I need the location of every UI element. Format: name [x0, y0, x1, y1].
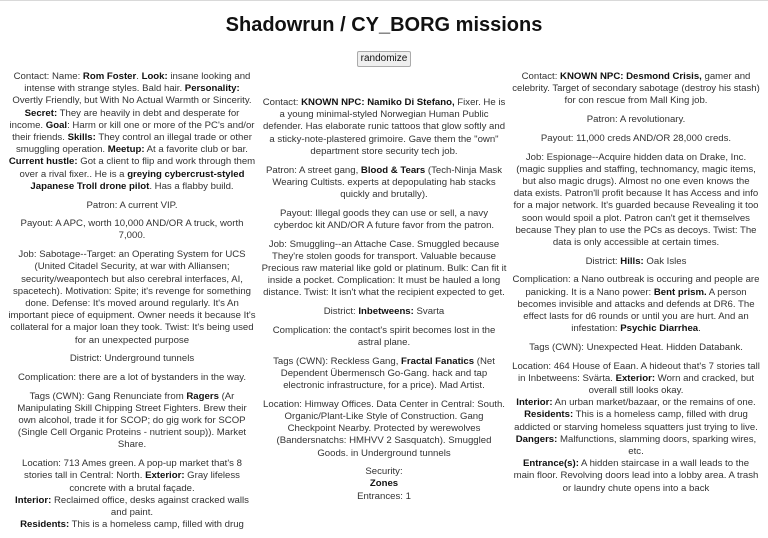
- patron: Patron: A revolutionary.: [586, 114, 686, 126]
- contact-name: KNOWN NPC: Desmond Crisis,: [560, 71, 702, 82]
- mission-column-3: [512, 71, 760, 538]
- district: District: Hills: Oak Isles: [585, 255, 687, 267]
- randomize-button[interactable]: randomize: [357, 51, 412, 67]
- tags: Tags (CWN): Unexpected Heat. Hidden Databank.: [529, 341, 743, 353]
- patron: Patron: A current VIP.: [86, 199, 178, 211]
- mission-column-1: [8, 71, 256, 538]
- district: District: Inbetweens: Svarta: [323, 306, 445, 318]
- mission-column-2: [260, 71, 508, 538]
- page-title: Shadowrun / CY_BORG missions: [225, 14, 543, 36]
- payout: Payout: 11,000 creds AND/OR 28,000 creds.: [540, 132, 732, 144]
- complication: Complication: a Nano outbreak is occuring and people are panicking. It is a Nano power: Bent prism. A person becomes invisible and attacks and defends at DR6. The effect lasts for d6 rounds or until you are hurt. And an infestation: Psychic Diarrhea.: [512, 274, 760, 335]
- contact-name: KNOWN NPC: Namiko Di Stefano,: [301, 97, 455, 108]
- complication: Complication: the contact's spirit becomes lost in the astral plane.: [272, 324, 496, 348]
- payout: Payout: A APC, worth 10,000 AND/OR A truck, worth 7,000.: [20, 218, 244, 242]
- tags: Tags (CWN): Gang Renunciate from Ragers (Ar Manipulating Skill Chipping Street Fighters. Brew their own alcohol, trade it for SCOP; do gig work for SCOP (Single Cell Organic Proteins - nutrient soup)). Market Share.: [17, 390, 247, 451]
- complication: Complication: there are a lot of bystanders in the way.: [17, 371, 247, 383]
- district: District: Underground tunnels: [69, 353, 195, 365]
- location: Location: 464 House of Eaan. A hideout that's 7 stories tall in Inbetweens: Svärta. Exterior: Worn and cracked, but overall still looks okay. Interior: An urban market/bazaar, or the remains of one. Residents: This is a homeless camp, filled with drug addicted or starving homeless squatters just trying to live. Dangers: Malfunctions, slamming doors, sparking wires, etc. Entrance(s): A hidden staircase in a wall leads to the main floor. Revolving doors lead into a lobby area. A trash or laundry chute opens into a back: [512, 360, 760, 494]
- security: Security: Zones Entrances: 1: [357, 466, 411, 502]
- contact: Contact: KNOWN NPC: Namiko Di Stefano, Fixer. He is a young minimal-styled Norwegian Human Public defender. Has elaborate runic tattoos that glow softly and a sticky-note-plastered grimoire. Gave them the "own" department store security tech job.: [262, 97, 506, 157]
- location: Location: Himway Offices. Data Center in Central: South. Organic/Plant-Like Style of Construction. Gang Checkpoint Nearby. Protected by werewolves (Bandersnatchs: HMHVV 2 Sasquatch). Smuggled Goods. in Underground tunnels: [263, 398, 505, 459]
- contact-name: Rom Foster: [82, 71, 137, 82]
- job: Job: Sabotage--Target: an Operating System for UCS (United Citadel Security, at war with Alliansen; security/weapontech but also cerebral interfaces, AI, spacetech). Motivation: Spite; it's revenge for something done. Defense: It's moved around regularly. It's An important piece of equipment. Owner needs it because It's collateral for a major loan they took. Twist: It's being used for an unexpected purpose: [8, 249, 256, 346]
- contact: Contact: Name: Rom Foster. Look: insane looking and intense with strange styles. Bald hair. Personality: Overtly Friendly, but With No Actual Warmth or Sincerity. Secret: They are heavily in debt and desperate for income. Goal: Harm or kill one or more of the PC's and/or their friends. Skills: They control an illegal trade or other smuggling operation. Meetup: At a favorite club or bar. Current hustle: Got a client to flip and work through them over a rival fixer.. He is a greying cybercrust-styled Japanese Troll drone pilot. Has a flabby build.: [8, 71, 256, 192]
- location: Location: 713 Ames green. A pop-up market that's 8 stories tall in Central: North. Exterior: Gray lifeless concrete with a brutal façade. Interior: Reclaimed office, desks against cracked walls and paint. Residents: This is a homeless camp, filled with drug: [15, 458, 249, 531]
- job: Job: Espionage--Acquire hidden data on Drake, Inc. (magic supplies and staffing, technomancy, magic items, but also magic drugs). Almost no one even knows the data exists. Patron'll profit because It has Access and info for a major network. It's guarded because Revealing it too soon would spoil a plot. Patron can't get it themselves because They plan to use the PCs as decoys. Twist: The data is only accessible at certain times.: [513, 151, 759, 248]
- job: Job: Smuggling--an Attache Case. Smuggled because They're stolen goods for transport. Valuable because Precious raw material like gold or platinum. Bulk: Can fit it inside a pocket. Complication: It must be hauled a long distance. Twist: It isn't what the recipient expected to get.: [261, 238, 507, 299]
- patron: Patron: A street gang, Blood & Tears (Tech-Ninja Mask Wearing Cultists. experts at depopulating hab stacks quickly and brutally).: [265, 164, 503, 200]
- contact: Contact: KNOWN NPC: Desmond Crisis, gamer and celebrity. Target of secondary sabotage (destroy his stash) for con rescue from Mall King job.: [512, 71, 760, 107]
- tags: Tags (CWN): Reckless Gang, Fractal Fanatics (Net Dependent Übermensch Go-Gang. hack and tap electronic infrastructure, for a price). Mad Artist.: [273, 355, 495, 392]
- missions-container: [0, 71, 768, 538]
- payout: Payout: Illegal goods they can use or sell, a navy cyberdoc kit AND/OR A future favor from the patron.: [273, 207, 495, 231]
